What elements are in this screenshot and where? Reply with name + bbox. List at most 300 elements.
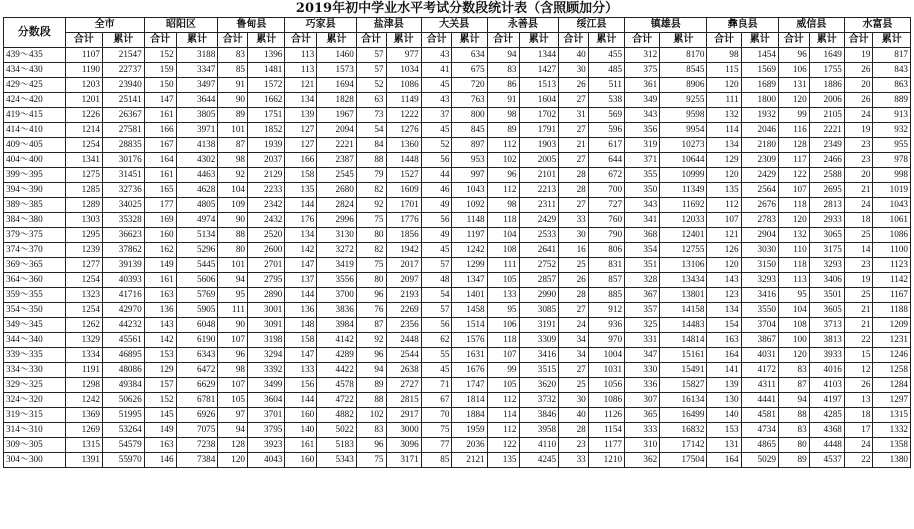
cumulative-cell: 1932 — [741, 108, 778, 123]
cumulative-cell: 46895 — [102, 348, 144, 363]
cumulative-cell: 1086 — [386, 78, 421, 93]
cumulative-cell: 1167 — [873, 288, 911, 303]
cumulative-cell: 5343 — [317, 453, 357, 468]
cumulative-cell: 889 — [873, 93, 911, 108]
cumulative-cell: 16832 — [660, 423, 707, 438]
count-cell: 167 — [144, 138, 176, 153]
cumulative-cell: 1903 — [519, 138, 559, 153]
count-cell: 129 — [707, 153, 741, 168]
count-cell: 54 — [356, 123, 386, 138]
cumulative-cell: 845 — [452, 123, 487, 138]
cumulative-cell: 17142 — [660, 438, 707, 453]
count-cell: 156 — [285, 378, 317, 393]
cumulative-cell: 1019 — [873, 183, 911, 198]
count-cell: 325 — [625, 318, 660, 333]
cumulative-header: 累计 — [248, 33, 285, 48]
cumulative-cell: 800 — [452, 108, 487, 123]
cumulative-cell: 1276 — [386, 123, 421, 138]
region-header: 威信县 — [778, 18, 844, 33]
count-cell: 159 — [144, 63, 176, 78]
cumulative-header: 累计 — [741, 33, 778, 48]
count-cell: 24 — [844, 198, 873, 213]
cumulative-cell: 21547 — [102, 48, 144, 63]
count-cell: 134 — [707, 303, 741, 318]
count-cell: 355 — [625, 168, 660, 183]
count-cell: 98 — [707, 48, 741, 63]
count-cell: 62 — [421, 333, 452, 348]
cumulative-cell: 13434 — [660, 273, 707, 288]
cumulative-cell: 13801 — [660, 288, 707, 303]
cumulative-cell: 1061 — [873, 213, 911, 228]
cumulative-cell: 1791 — [519, 123, 559, 138]
score-range-cell: 429～425 — [4, 78, 66, 93]
count-cell: 331 — [625, 333, 660, 348]
cumulative-cell: 2429 — [741, 168, 778, 183]
count-cell: 89 — [778, 453, 809, 468]
count-cell: 77 — [421, 438, 452, 453]
count-cell: 149 — [144, 423, 176, 438]
count-cell: 87 — [218, 138, 248, 153]
count-cell: 98 — [487, 198, 519, 213]
table-row — [4, 318, 911, 333]
count-cell: 107 — [218, 378, 248, 393]
count-cell: 28 — [559, 168, 589, 183]
count-cell: 52 — [421, 138, 452, 153]
cumulative-cell: 9255 — [660, 93, 707, 108]
cumulative-header: 累计 — [102, 33, 144, 48]
count-cell: 79 — [356, 168, 386, 183]
cumulative-cell: 28835 — [102, 138, 144, 153]
cumulative-cell: 2037 — [248, 153, 285, 168]
count-cell: 45 — [421, 78, 452, 93]
count-cell: 142 — [285, 243, 317, 258]
cumulative-cell: 2221 — [809, 123, 844, 138]
count-cell: 92 — [356, 333, 386, 348]
cumulative-cell: 1299 — [452, 258, 487, 273]
count-cell: 89 — [218, 108, 248, 123]
count-cell: 57 — [421, 303, 452, 318]
count-cell: 127 — [285, 123, 317, 138]
count-cell: 132 — [707, 108, 741, 123]
score-range-cell: 339～335 — [4, 348, 66, 363]
count-cell: 139 — [707, 378, 741, 393]
count-cell: 357 — [625, 303, 660, 318]
count-cell: 26 — [559, 78, 589, 93]
score-range-cell: 384～380 — [4, 213, 66, 228]
count-cell: 149 — [144, 258, 176, 273]
count-cell: 343 — [625, 198, 660, 213]
cumulative-cell: 1828 — [317, 93, 357, 108]
cumulative-cell: 3130 — [317, 228, 357, 243]
cumulative-cell: 3923 — [248, 438, 285, 453]
cumulative-cell: 4734 — [741, 423, 778, 438]
count-cell: 13 — [844, 393, 873, 408]
count-cell: 30 — [559, 228, 589, 243]
score-range-cell: 399～395 — [4, 168, 66, 183]
cumulative-cell: 1942 — [386, 243, 421, 258]
cumulative-cell: 1188 — [873, 303, 911, 318]
count-cell: 33 — [559, 453, 589, 468]
count-cell: 122 — [778, 168, 809, 183]
count-cell: 139 — [285, 108, 317, 123]
count-cell: 82 — [356, 243, 386, 258]
cumulative-cell: 1576 — [452, 333, 487, 348]
cumulative-cell: 41716 — [102, 288, 144, 303]
cumulative-cell: 15827 — [660, 378, 707, 393]
cumulative-cell: 2933 — [809, 213, 844, 228]
cumulative-cell: 2990 — [519, 288, 559, 303]
count-cell: 1341 — [65, 153, 102, 168]
count-cell: 1289 — [65, 198, 102, 213]
count-cell: 92 — [218, 168, 248, 183]
cumulative-cell: 2429 — [519, 213, 559, 228]
count-cell: 31 — [559, 108, 589, 123]
count-cell: 27 — [559, 198, 589, 213]
count-cell: 143 — [144, 318, 176, 333]
count-cell: 132 — [778, 228, 809, 243]
cumulative-cell: 2680 — [317, 183, 357, 198]
count-cell: 134 — [707, 138, 741, 153]
cumulative-cell: 720 — [452, 78, 487, 93]
cumulative-cell: 3171 — [386, 453, 421, 468]
cumulative-cell: 1702 — [519, 108, 559, 123]
cumulative-cell: 4043 — [248, 453, 285, 468]
cumulative-cell: 3191 — [519, 318, 559, 333]
cumulative-cell: 8545 — [660, 63, 707, 78]
subtotal-header: 合计 — [487, 33, 519, 48]
count-cell: 307 — [625, 393, 660, 408]
count-cell: 153 — [144, 348, 176, 363]
count-cell: 1226 — [65, 108, 102, 123]
count-cell: 121 — [285, 78, 317, 93]
cumulative-cell: 1814 — [452, 393, 487, 408]
count-cell: 73 — [356, 108, 386, 123]
cumulative-cell: 1396 — [248, 48, 285, 63]
cumulative-cell: 49384 — [102, 378, 144, 393]
count-cell: 23 — [559, 438, 589, 453]
cumulative-cell: 2311 — [519, 198, 559, 213]
count-cell: 158 — [285, 333, 317, 348]
region-header: 绥江县 — [559, 18, 625, 33]
score-range-cell: 439～435 — [4, 48, 66, 63]
cumulative-cell: 2349 — [809, 138, 844, 153]
count-cell: 19 — [844, 273, 873, 288]
count-cell: 147 — [144, 93, 176, 108]
cumulative-cell: 1852 — [248, 123, 285, 138]
cumulative-cell: 2129 — [248, 168, 285, 183]
count-cell: 12 — [844, 363, 873, 378]
cumulative-cell: 885 — [588, 288, 624, 303]
cumulative-cell: 1572 — [248, 78, 285, 93]
count-cell: 26 — [559, 273, 589, 288]
count-cell: 87 — [356, 318, 386, 333]
count-cell: 169 — [144, 213, 176, 228]
cumulative-cell: 953 — [452, 153, 487, 168]
cumulative-cell: 3984 — [317, 318, 357, 333]
cumulative-cell: 4578 — [317, 378, 357, 393]
cumulative-cell: 1884 — [452, 408, 487, 423]
cumulative-cell: 1004 — [588, 348, 624, 363]
cumulative-cell: 2094 — [317, 123, 357, 138]
cumulative-cell: 5029 — [741, 453, 778, 468]
region-header: 鲁甸县 — [218, 18, 285, 33]
cumulative-cell: 4463 — [176, 168, 218, 183]
count-cell: 28 — [559, 423, 589, 438]
cumulative-cell: 1939 — [248, 138, 285, 153]
score-range-cell: 329～325 — [4, 378, 66, 393]
score-range-cell: 434～430 — [4, 63, 66, 78]
subtotal-header: 合计 — [218, 33, 248, 48]
count-cell: 328 — [625, 273, 660, 288]
count-cell: 1391 — [65, 453, 102, 468]
count-cell: 120 — [778, 348, 809, 363]
count-cell: 117 — [778, 153, 809, 168]
cumulative-cell: 763 — [452, 93, 487, 108]
cumulative-cell: 1360 — [386, 138, 421, 153]
cumulative-cell: 3620 — [519, 378, 559, 393]
count-cell: 1269 — [65, 423, 102, 438]
count-cell: 1191 — [65, 363, 102, 378]
count-cell: 21 — [559, 138, 589, 153]
count-cell: 361 — [625, 78, 660, 93]
count-cell: 97 — [218, 408, 248, 423]
count-cell: 1277 — [65, 258, 102, 273]
count-cell: 25 — [844, 288, 873, 303]
cumulative-cell: 2824 — [317, 198, 357, 213]
cumulative-cell: 2342 — [248, 198, 285, 213]
cumulative-cell: 5905 — [176, 303, 218, 318]
count-cell: 57 — [356, 48, 386, 63]
count-cell: 114 — [487, 408, 519, 423]
subtotal-header: 合计 — [144, 33, 176, 48]
cumulative-cell: 40393 — [102, 273, 144, 288]
count-cell: 152 — [144, 48, 176, 63]
cumulative-cell: 3515 — [519, 363, 559, 378]
cumulative-cell: 1358 — [873, 438, 911, 453]
cumulative-cell: 2309 — [741, 153, 778, 168]
count-cell: 41 — [421, 63, 452, 78]
cumulative-cell: 4110 — [519, 438, 559, 453]
cumulative-cell: 15161 — [660, 348, 707, 363]
count-cell: 1254 — [65, 303, 102, 318]
count-cell: 106 — [487, 318, 519, 333]
table-row — [4, 78, 911, 93]
cumulative-cell: 16134 — [660, 393, 707, 408]
count-cell: 26 — [844, 93, 873, 108]
cumulative-cell: 3272 — [317, 243, 357, 258]
page-title: 2019年初中学业水平考试分数段统计表（含照顾加分） — [295, 1, 619, 16]
region-header-row — [4, 18, 911, 33]
count-cell: 88 — [356, 153, 386, 168]
cumulative-cell: 2917 — [386, 408, 421, 423]
count-cell: 90 — [218, 318, 248, 333]
cumulative-header: 累计 — [660, 33, 707, 48]
count-cell: 28 — [559, 183, 589, 198]
cumulative-cell: 1967 — [317, 108, 357, 123]
count-cell: 121 — [707, 228, 741, 243]
count-cell: 1254 — [65, 273, 102, 288]
cumulative-cell: 3971 — [176, 123, 218, 138]
cumulative-cell: 4722 — [317, 393, 357, 408]
cumulative-cell: 3700 — [317, 288, 357, 303]
cumulative-cell: 1448 — [386, 153, 421, 168]
cumulative-cell: 3293 — [741, 273, 778, 288]
count-cell: 92 — [356, 198, 386, 213]
count-cell: 98 — [218, 363, 248, 378]
score-range-cell: 409～405 — [4, 138, 66, 153]
score-range-cell: 389～385 — [4, 198, 66, 213]
cumulative-cell: 3704 — [741, 318, 778, 333]
cumulative-cell: 1649 — [809, 48, 844, 63]
count-cell: 109 — [218, 198, 248, 213]
cumulative-cell: 32736 — [102, 183, 144, 198]
cumulative-cell: 2193 — [386, 288, 421, 303]
cumulative-cell: 2533 — [519, 228, 559, 243]
cumulative-cell: 2221 — [317, 138, 357, 153]
count-cell: 176 — [285, 213, 317, 228]
count-cell: 143 — [707, 273, 741, 288]
count-cell: 158 — [285, 168, 317, 183]
count-cell: 102 — [356, 408, 386, 423]
cumulative-cell: 1458 — [452, 303, 487, 318]
count-cell: 91 — [487, 93, 519, 108]
cumulative-cell: 4103 — [809, 378, 844, 393]
cumulative-cell: 12755 — [660, 243, 707, 258]
count-cell: 150 — [144, 78, 176, 93]
cumulative-cell: 14158 — [660, 303, 707, 318]
subheader-row — [4, 33, 911, 48]
cumulative-cell: 8170 — [660, 48, 707, 63]
count-cell: 135 — [285, 183, 317, 198]
cumulative-cell: 2269 — [386, 303, 421, 318]
cumulative-cell: 4197 — [809, 393, 844, 408]
count-cell: 25 — [559, 378, 589, 393]
cumulative-cell: 1751 — [248, 108, 285, 123]
count-cell: 122 — [487, 438, 519, 453]
cumulative-cell: 2105 — [809, 108, 844, 123]
count-cell: 82 — [356, 183, 386, 198]
cumulative-header: 累计 — [386, 33, 421, 48]
cumulative-cell: 2857 — [519, 273, 559, 288]
count-cell: 135 — [707, 183, 741, 198]
cumulative-cell: 2180 — [741, 138, 778, 153]
cumulative-cell: 5769 — [176, 288, 218, 303]
cumulative-cell: 1604 — [519, 93, 559, 108]
count-cell: 19 — [844, 48, 873, 63]
count-cell: 371 — [625, 153, 660, 168]
count-cell: 128 — [778, 138, 809, 153]
cumulative-cell: 3499 — [248, 378, 285, 393]
count-cell: 116 — [778, 123, 809, 138]
cumulative-cell: 1210 — [588, 453, 624, 468]
score-range-cell: 309～305 — [4, 438, 66, 453]
count-cell: 113 — [285, 48, 317, 63]
count-cell: 48 — [421, 273, 452, 288]
count-cell: 90 — [218, 213, 248, 228]
cumulative-cell: 3846 — [519, 408, 559, 423]
count-cell: 83 — [487, 63, 519, 78]
table-row — [4, 333, 911, 348]
cumulative-cell: 3030 — [741, 243, 778, 258]
count-cell: 137 — [285, 273, 317, 288]
count-cell: 160 — [285, 453, 317, 468]
cumulative-cell: 3805 — [176, 108, 218, 123]
cumulative-cell: 977 — [386, 48, 421, 63]
count-cell: 146 — [144, 453, 176, 468]
cumulative-cell: 3836 — [317, 303, 357, 318]
region-header: 彝良县 — [707, 18, 778, 33]
count-cell: 147 — [285, 348, 317, 363]
count-cell: 128 — [218, 438, 248, 453]
count-cell: 154 — [707, 318, 741, 333]
count-cell: 106 — [778, 63, 809, 78]
cumulative-cell: 1573 — [317, 63, 357, 78]
count-cell: 115 — [707, 63, 741, 78]
cumulative-cell: 1246 — [873, 348, 911, 363]
cumulative-cell: 1694 — [317, 78, 357, 93]
cumulative-cell: 998 — [873, 168, 911, 183]
count-cell: 85 — [218, 63, 248, 78]
table-row — [4, 303, 911, 318]
count-cell: 43 — [421, 93, 452, 108]
count-cell: 141 — [707, 363, 741, 378]
cumulative-cell: 4448 — [809, 438, 844, 453]
region-header: 镇雄县 — [625, 18, 707, 33]
count-cell: 30 — [559, 63, 589, 78]
count-cell: 94 — [778, 393, 809, 408]
cumulative-cell: 4581 — [741, 408, 778, 423]
cumulative-cell: 5445 — [176, 258, 218, 273]
count-cell: 365 — [625, 408, 660, 423]
cumulative-cell: 15491 — [660, 363, 707, 378]
count-cell: 18 — [844, 408, 873, 423]
table-row — [4, 138, 911, 153]
cumulative-cell: 44232 — [102, 318, 144, 333]
cumulative-cell: 1086 — [873, 228, 911, 243]
cumulative-header: 累计 — [873, 33, 911, 48]
count-cell: 112 — [487, 138, 519, 153]
count-cell: 1239 — [65, 243, 102, 258]
count-cell: 45 — [421, 123, 452, 138]
count-cell: 105 — [487, 378, 519, 393]
cumulative-cell: 1344 — [519, 48, 559, 63]
count-cell: 80 — [356, 273, 386, 288]
count-cell: 1369 — [65, 408, 102, 423]
count-cell: 362 — [625, 453, 660, 468]
cumulative-cell: 1149 — [386, 93, 421, 108]
count-cell: 152 — [144, 393, 176, 408]
cumulative-cell: 6926 — [176, 408, 218, 423]
count-cell: 108 — [778, 318, 809, 333]
table-row — [4, 258, 911, 273]
count-cell: 24 — [844, 108, 873, 123]
cumulative-cell: 4628 — [176, 183, 218, 198]
count-cell: 43 — [421, 48, 452, 63]
count-cell: 75 — [421, 423, 452, 438]
cumulative-cell: 2005 — [519, 153, 559, 168]
count-cell: 27 — [559, 123, 589, 138]
count-cell: 104 — [218, 183, 248, 198]
cumulative-cell: 2638 — [386, 363, 421, 378]
cumulative-cell: 1454 — [741, 48, 778, 63]
cumulative-cell: 9598 — [660, 108, 707, 123]
score-table — [3, 17, 911, 468]
count-cell: 23 — [844, 138, 873, 153]
count-cell: 120 — [707, 168, 741, 183]
count-cell: 163 — [144, 438, 176, 453]
count-cell: 56 — [421, 153, 452, 168]
count-cell: 33 — [559, 213, 589, 228]
